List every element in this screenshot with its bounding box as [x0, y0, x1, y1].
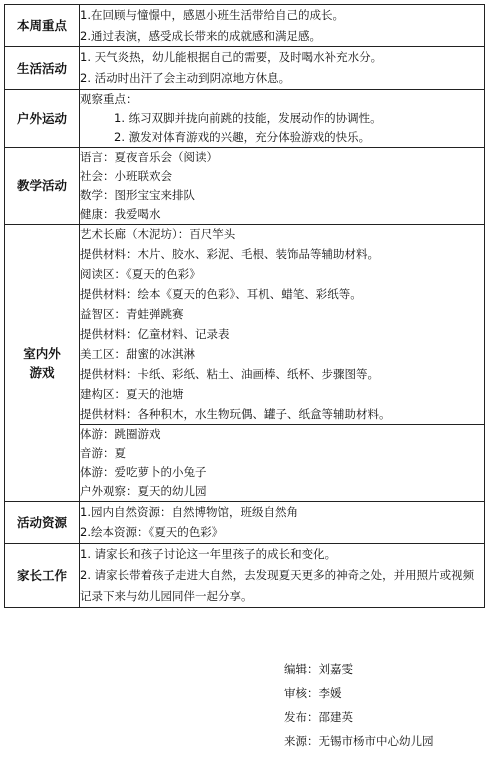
outdoor-line-1: 观察重点： — [80, 91, 138, 106]
resources-label: 活动资源 — [5, 501, 80, 543]
life-row — [5, 47, 485, 89]
parents-label: 家长工作 — [5, 544, 80, 608]
outdoor-row — [5, 89, 485, 147]
indoor-line-1: 艺术长廊（木泥坊）：百尺竿头 — [80, 226, 236, 241]
teaching-line-2: 社会：小班联欢会 — [80, 168, 172, 183]
outdoor-game-line-2: 音游：夏 — [80, 445, 126, 460]
life-content — [80, 47, 485, 89]
parents-content — [80, 544, 485, 608]
footer-credits — [284, 657, 434, 753]
parents-line-1: 1. 请家长和孩子讨论这一年里孩子的成长和变化。 — [80, 547, 337, 562]
indoor-line-5: 益智区：青蛙弹跳赛 — [80, 306, 184, 321]
life-line-2: 2. 活动时出汗了会主动到阴凉地方休息。 — [80, 71, 291, 86]
games-label-line-1: 室内外 — [23, 345, 61, 361]
focus-row — [5, 5, 485, 47]
indoor-line-6: 提供材料：亿童材料、记录表 — [80, 326, 230, 341]
indoor-games-content — [80, 224, 485, 424]
weekly-plan-table — [4, 4, 485, 608]
indoor-line-2: 提供材料：木片、胶水、彩泥、毛根、装饰品等辅助材料。 — [80, 246, 379, 261]
parents-row — [5, 544, 485, 608]
footer-reviewer: 审核：李媛 — [284, 686, 342, 700]
teaching-line-4: 健康：我爱喝水 — [80, 206, 161, 221]
outdoor-game-line-1: 体游：跳圈游戏 — [80, 426, 161, 441]
teaching-content — [80, 147, 485, 224]
outdoor-line-3: 2. 激发对体育游戏的兴趣，充分体验游戏的快乐。 — [114, 129, 371, 144]
focus-line-2: 2.通过表演，感受成长带来的成就感和满足感。 — [80, 28, 321, 43]
indoor-games-row — [5, 224, 485, 424]
outdoor-game-line-3: 体游：爱吃萝卜的小兔子 — [80, 464, 207, 479]
footer-source: 来源：无锡市杨市中心幼儿园 — [284, 734, 434, 748]
indoor-line-10: 提供材料：各种积木，水生物玩偶、罐子、纸盒等辅助材料。 — [80, 406, 391, 421]
focus-label: 本周重点 — [5, 5, 80, 47]
games-label-line-2: 游戏 — [29, 364, 55, 380]
teaching-line-3: 数学：图形宝宝来排队 — [80, 187, 195, 202]
focus-line-1: 1.在回顾与憧憬中，感恩小班生活带给自己的成长。 — [80, 8, 344, 22]
teaching-row — [5, 147, 485, 224]
games-label — [5, 224, 80, 501]
indoor-line-3: 阅读区：《夏天的色彩》 — [80, 266, 201, 281]
focus-content — [80, 5, 485, 47]
outdoor-game-line-4: 户外观察：夏天的幼儿园 — [80, 483, 207, 498]
footer-editor: 编辑：刘嘉雯 — [284, 662, 353, 676]
resources-line-1: 1.园内自然资源：自然博物馆，班级自然角 — [80, 504, 298, 519]
outdoor-line-2: 1. 练习双脚并拢向前跳的技能，发展动作的协调性。 — [114, 110, 382, 125]
footer-publisher: 发布：邵建英 — [284, 710, 353, 724]
resources-row — [5, 501, 485, 543]
outdoor-content — [80, 89, 485, 147]
indoor-line-9: 建构区：夏天的池塘 — [80, 386, 184, 401]
life-label: 生活活动 — [5, 47, 80, 89]
outdoor-label: 户外运动 — [5, 89, 80, 147]
resources-line-2: 2.绘本资源：《夏天的色彩》 — [80, 525, 224, 540]
parents-line-2: 2. 请家长带着孩子走进大自然，去发现夏天更多的神奇之处，并用照片或视频记录下来与幼儿园同伴一起分享。 — [80, 567, 475, 603]
teaching-line-1: 语言：夏夜音乐会（阅读） — [80, 149, 218, 164]
teaching-label: 教学活动 — [5, 147, 80, 224]
resources-content — [80, 501, 485, 543]
indoor-line-7: 美工区：甜蜜的冰淇淋 — [80, 346, 195, 361]
indoor-line-8: 提供材料：卡纸、彩纸、粘土、油画棒、纸杯、步骤图等。 — [80, 366, 379, 381]
indoor-line-4: 提供材料：绘本《夏天的色彩》、耳机、蜡笔、彩纸等。 — [80, 286, 362, 301]
life-line-1: 1. 天气炎热，幼儿能根据自己的需要，及时喝水补充水分。 — [80, 50, 383, 65]
outdoor-games-content — [80, 424, 485, 501]
